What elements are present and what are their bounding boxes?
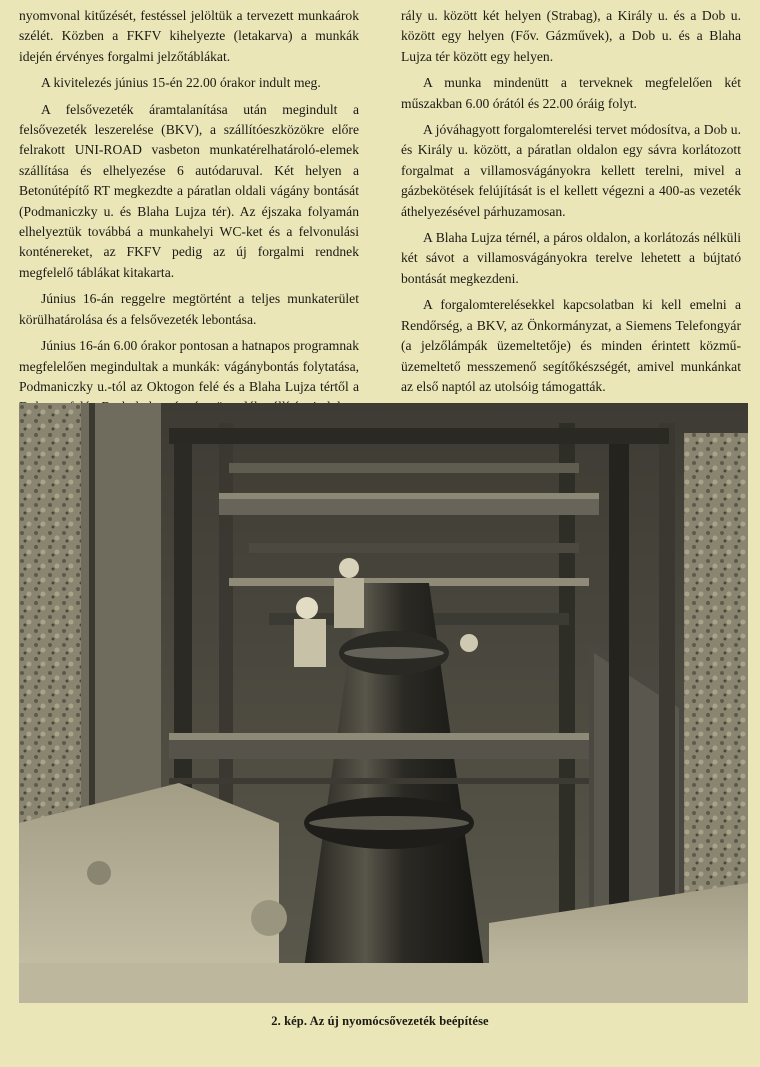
paragraph: nyomvonal kitűzését, festéssel jelöltük a tervezett munkaárok szélét. Közben a FKFV kihelyezte (letakarva) a munkák idején érvényes forgalmi jelzőtáblákat. bbox=[19, 8, 359, 64]
trench-photo bbox=[19, 403, 748, 1003]
paragraph: rály u. között két helyen (Strabag), a Király u. és a Dob u. között egy helyen (Főv. Gázművek), a Dob u. és a Blaha Lujza tér között egy helyen. bbox=[401, 8, 741, 64]
left-text-column bbox=[19, 6, 359, 459]
paragraph: A Blaha Lujza térnél, a páros oldalon, a korlátozás nélküli két sávot a villamosvágányokra terelve lehetett a bújtató bontását megkezdeni. bbox=[401, 230, 741, 286]
paragraph: A kivitelezés június 15-én 22.00 órakor indult meg. bbox=[41, 75, 321, 91]
photo-caption: 2. kép. Az új nyomócsővezeték beépítése bbox=[271, 1014, 489, 1028]
paragraph: A munka mindenütt a terveknek megfelelően két műszakban 6.00 órától és 22.00 óráig folyt. bbox=[401, 75, 741, 111]
paragraph: A jóváhagyott forgalomterelési tervet módosítva, a Dob u. és Király u. között, a páratlan oldalon egy sávra korlátozott forgalmat a villamosvágányokra kellett terelni, mivel a gázbekötések felújítását is el kellett végezni a 400-as vezeték áthelyezésével párhuzamosan. bbox=[401, 122, 741, 219]
right-text-column bbox=[401, 6, 741, 465]
paragraph: A forgalomterelésekkel kapcsolatban ki kell emelni a Rendőrség, a BKV, az Önkormányzat, a Siemens Telefongyár (a jelzőlámpák üzemeltetője) és minden érintett közmű-üzemeltető messzemenő segítőkészségét, amivel munkánkat az első naptól az utolsóig támogatták. bbox=[401, 297, 741, 394]
paragraph: Június 16-án 6.00 órakor pontosan a hatnapos programnak megfelelően megindultak a munkák: vágánybontás folytatása, Podmaniczky u.-tól az Oktogon felé és a Blaha Lujza tértől a bbox=[19, 338, 359, 394]
paragraph: Június 16-án reggelre megtörtént a teljes munkaterület körülhatárolása és a felsővezeték lebontása. bbox=[19, 291, 359, 327]
trench-photo-illustration bbox=[19, 403, 748, 1003]
paragraph: A felsővezeték áramtalanítása után megindult a felsővezeték leszerelése (BKV), a szállítóeszközökre előre felrakott UNI-ROAD vasbeton munkatérelhatároló-elemek szállítása és elhelyezése 6 autódaruval. Két helyen a Betonútépítő RT megkezdte a páratlan oldali vágány bontását (Podmaniczky u. és Blaha Lujza tér). Az éjszaka folyamán elhelyeztük továbbá a munkahelyi WC-ket és a felvonulási konténereket, az FKFV pedig az új forgalmi rendnek megfelelő táblákat kitakarta. bbox=[19, 101, 359, 280]
